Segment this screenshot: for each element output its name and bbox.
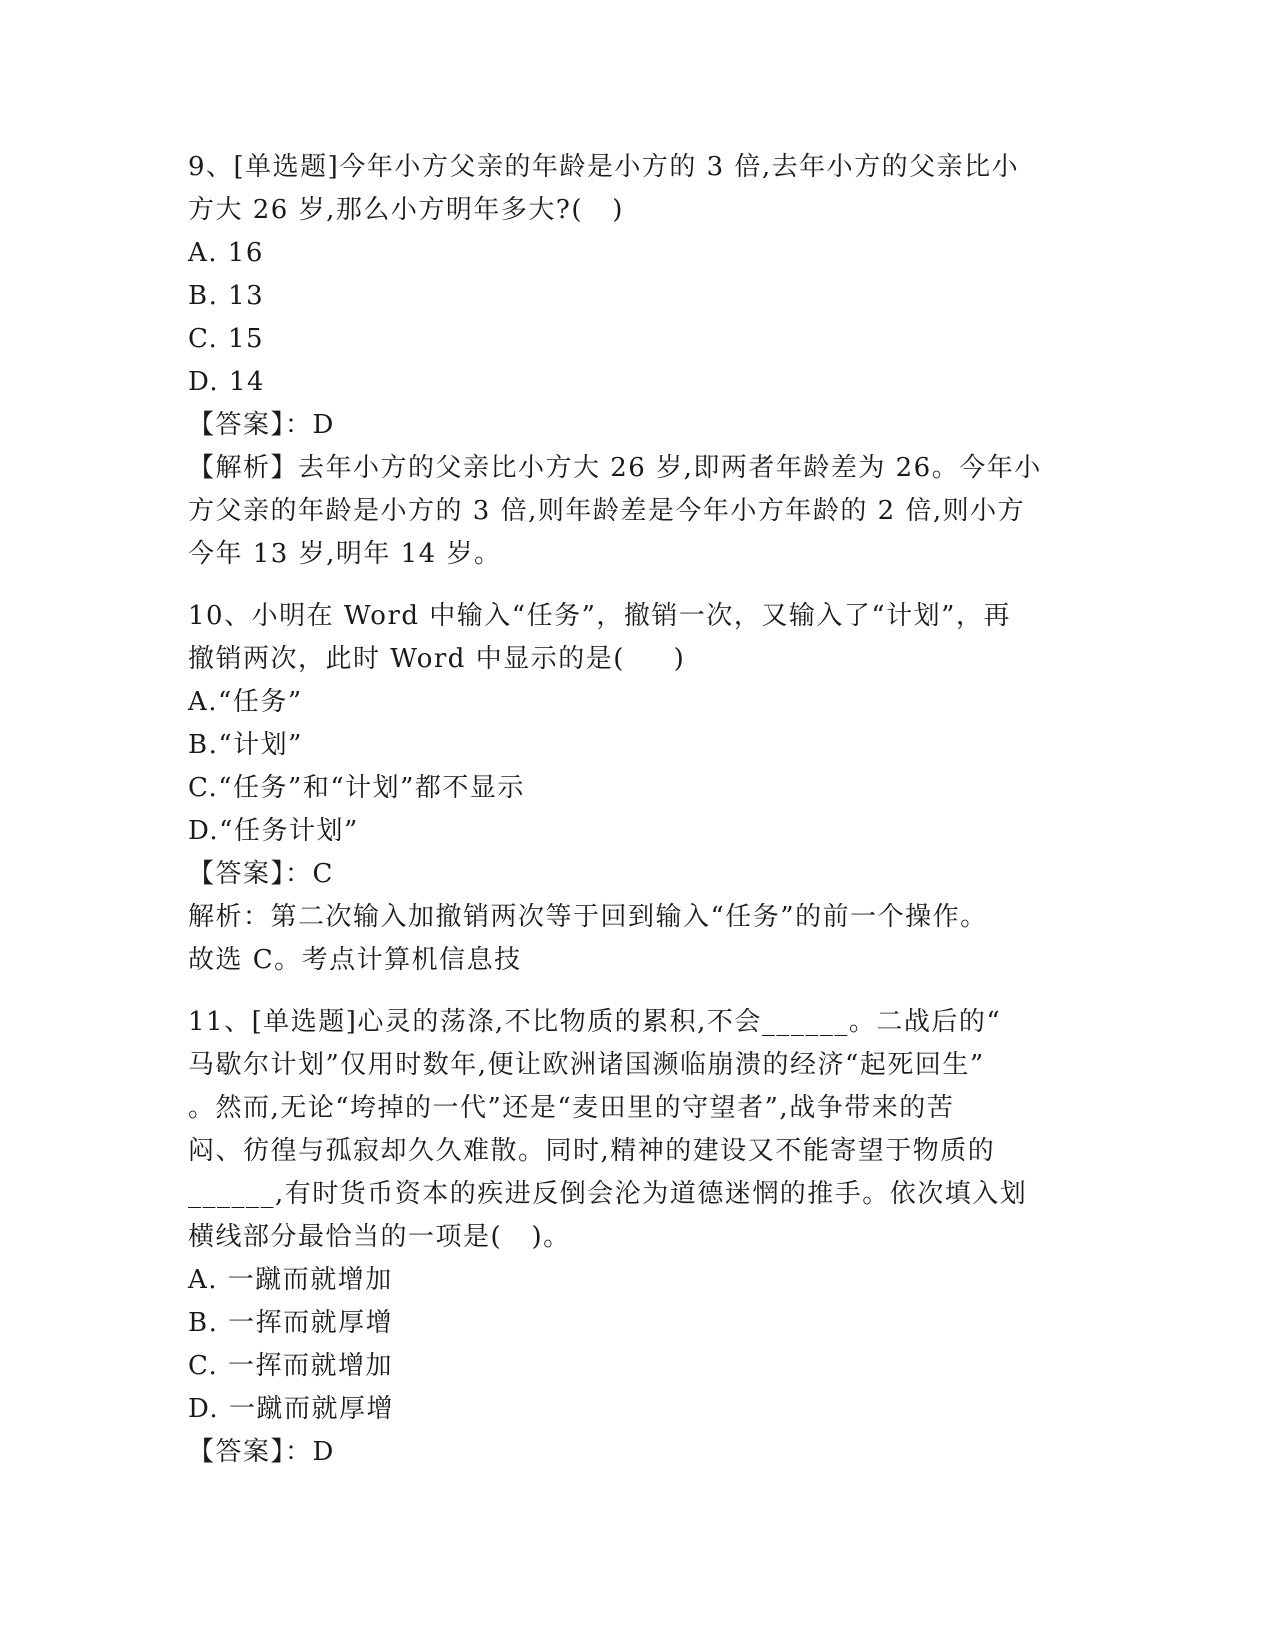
option-c: C. 15 bbox=[188, 324, 265, 354]
question-9 bbox=[188, 146, 1088, 576]
analysis-line: 解析：第二次输入加撤销两次等于回到输入“任务”的前一个操作。 bbox=[188, 902, 988, 932]
option-c: C. 一挥而就增加 bbox=[188, 1351, 393, 1381]
question-stem-line: 9、[单选题]今年小方父亲的年龄是小方的 3 倍,去年小方的父亲比小 bbox=[188, 152, 1020, 182]
answer-line: 【答案】：D bbox=[188, 410, 335, 440]
option-b: B.“计划” bbox=[188, 730, 303, 760]
question-stem-line: 11、[单选题]心灵的荡涤,不比物质的累积,不会______。二战后的“ bbox=[188, 1007, 1002, 1037]
option-d: D. 一蹴而就厚增 bbox=[188, 1394, 394, 1424]
analysis-line: 今年 13 岁,明年 14 岁。 bbox=[188, 539, 502, 569]
analysis-line: 故选 C。考点计算机信息技 bbox=[188, 945, 522, 975]
answer-line: 【答案】：C bbox=[188, 859, 334, 889]
option-a: A. 一蹴而就增加 bbox=[188, 1265, 393, 1295]
answer-line: 【答案】：D bbox=[188, 1437, 335, 1467]
question-stem-line: 方大 26 岁,那么小方明年多大?( ) bbox=[188, 195, 624, 225]
question-stem-line: 撤销两次，此时 Word 中显示的是( ) bbox=[188, 644, 686, 674]
option-b: B. 13 bbox=[188, 281, 265, 311]
option-d: D.“任务计划” bbox=[188, 816, 359, 846]
option-c: C.“任务”和“计划”都不显示 bbox=[188, 773, 525, 803]
question-stem-line: 。然而,无论“垮掉的一代”还是“麦田里的守望者”,战争带来的苦 bbox=[188, 1093, 955, 1123]
option-b: B. 一挥而就厚增 bbox=[188, 1308, 394, 1338]
question-stem-line: 马歇尔计划”仅用时数年,便让欧洲诸国濒临崩溃的经济“起死回生” bbox=[188, 1050, 985, 1080]
option-a: A. 16 bbox=[188, 238, 264, 268]
question-stem-line: ______,有时货币资本的疾进反倒会沦为道德迷惘的推手。依次填入划 bbox=[188, 1179, 1028, 1209]
question-stem-line: 闷、彷徨与孤寂却久久难散。同时,精神的建设又不能寄望于物质的 bbox=[188, 1136, 996, 1166]
question-11 bbox=[188, 1001, 1088, 1474]
option-a: A.“任务” bbox=[188, 687, 303, 717]
question-stem-line: 横线部分最恰当的一项是( )。 bbox=[188, 1222, 571, 1252]
question-10 bbox=[188, 595, 1088, 982]
question-stem-line: 10、小明在 Word 中输入“任务”，撤销一次，又输入了“计划”，再 bbox=[188, 601, 1011, 631]
option-d: D. 14 bbox=[188, 367, 266, 397]
document-page bbox=[188, 146, 1088, 1474]
analysis-line: 方父亲的年龄是小方的 3 倍,则年龄差是今年小方年龄的 2 倍,则小方 bbox=[188, 496, 1026, 526]
analysis-line: 【解析】去年小方的父亲比小方大 26 岁,即两者年龄差为 26。今年小 bbox=[188, 453, 1042, 483]
